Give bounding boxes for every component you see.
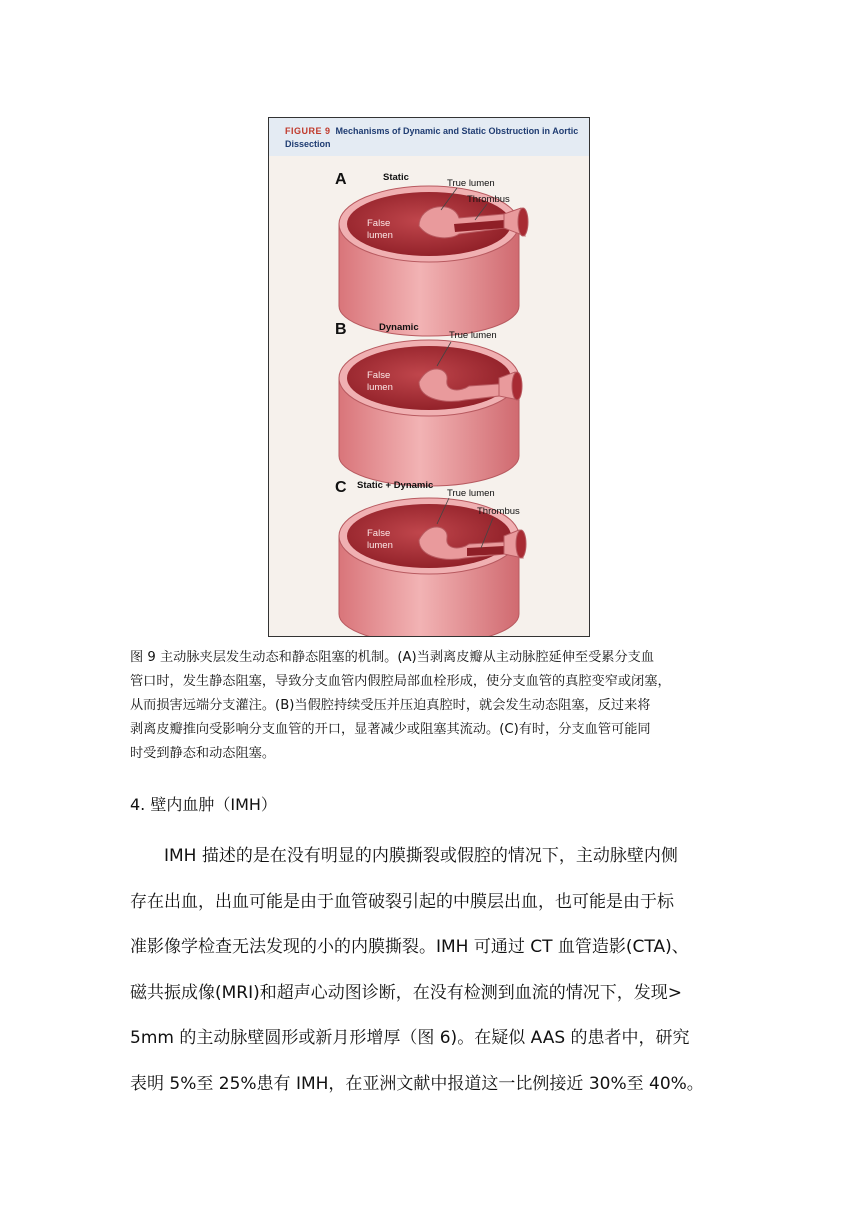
panel-c-false-lumen-label-2: lumen xyxy=(367,540,393,551)
panel-a-title: Static xyxy=(383,172,409,183)
aortic-dissection-illustration xyxy=(269,156,590,637)
caption-line: 管口时，发生静态阻塞，导致分支血管内假腔局部血栓形成，使分支血管的真腔变窄或闭塞， xyxy=(130,674,671,689)
body-line: 磁共振成像(MRI)和超声心动图诊断，在没有检测到血流的情况下，发现> xyxy=(130,982,683,1003)
body-line: 存在出血，出血可能是由于血管破裂引起的中膜层出血，也可能是由于标 xyxy=(130,891,674,912)
figure-title: Mechanisms of Dynamic and Static Obstruction in Aortic Dissection xyxy=(285,126,579,149)
panel-b-true-lumen-label: True lumen xyxy=(449,330,497,341)
caption-line: 从而损害远端分支灌注。(B)当假腔持续受压并压迫真腔时，就会发生动态阻塞，反过来将 xyxy=(130,698,651,713)
caption-line: 剥离皮瓣推向受影响分支血管的开口，显著减少或阻塞其流动。(C)有时，分支血管可能同 xyxy=(130,722,651,737)
panel-a-letter: A xyxy=(335,171,347,188)
panel-b-title: Dynamic xyxy=(379,322,419,333)
panel-b xyxy=(335,321,522,486)
panel-a-thrombus-label: Thrombus xyxy=(467,194,510,205)
body-line: IMH 描述的是在没有明显的内膜撕裂或假腔的情况下，主动脉壁内侧 xyxy=(164,846,678,866)
body-line: 5mm 的主动脉壁圆形或新月形增厚（图 6)。在疑似 AAS 的患者中，研究 xyxy=(130,1028,690,1048)
figure-caption xyxy=(130,646,730,766)
panel-c xyxy=(335,479,526,637)
panel-a-false-lumen-label-1: False xyxy=(367,218,391,229)
panel-c-false-lumen-label-1: False xyxy=(367,528,391,539)
panel-a-false-lumen-label-2: lumen xyxy=(367,230,393,241)
body-line: 表明 5%至 25%患有 IMH，在亚洲文献中报道这一比例接近 30%至 40%。 xyxy=(130,1073,704,1094)
panel-b-false-lumen-label-1: False xyxy=(367,370,391,381)
panel-b-false-lumen-label-2: lumen xyxy=(367,382,393,393)
panel-a-true-lumen-label: True lumen xyxy=(447,178,495,189)
figure-number: FIGURE 9 xyxy=(285,126,331,136)
figure-9 xyxy=(268,117,590,637)
panel-c-thrombus-label: Thrombus xyxy=(477,506,520,517)
section-heading: 4. 壁内血肿（IMH） xyxy=(130,795,277,814)
caption-line: 时受到静态和动态阻塞。 xyxy=(130,746,276,761)
panel-a xyxy=(335,171,528,336)
panel-b-letter: B xyxy=(335,321,347,338)
figure-header xyxy=(269,118,589,156)
panel-c-letter: C xyxy=(335,479,347,496)
panel-c-title: Static + Dynamic xyxy=(357,480,434,491)
body-line: 准影像学检查无法发现的小的内膜撕裂。IMH 可通过 CT 血管造影(CTA)、 xyxy=(130,937,689,957)
caption-line: 图 9 主动脉夹层发生动态和静态阻塞的机制。(A)当剥离皮瓣从主动脉腔延伸至受累分支血 xyxy=(130,650,655,665)
body-paragraph xyxy=(130,834,734,1107)
panel-c-true-lumen-label: True lumen xyxy=(447,488,495,499)
